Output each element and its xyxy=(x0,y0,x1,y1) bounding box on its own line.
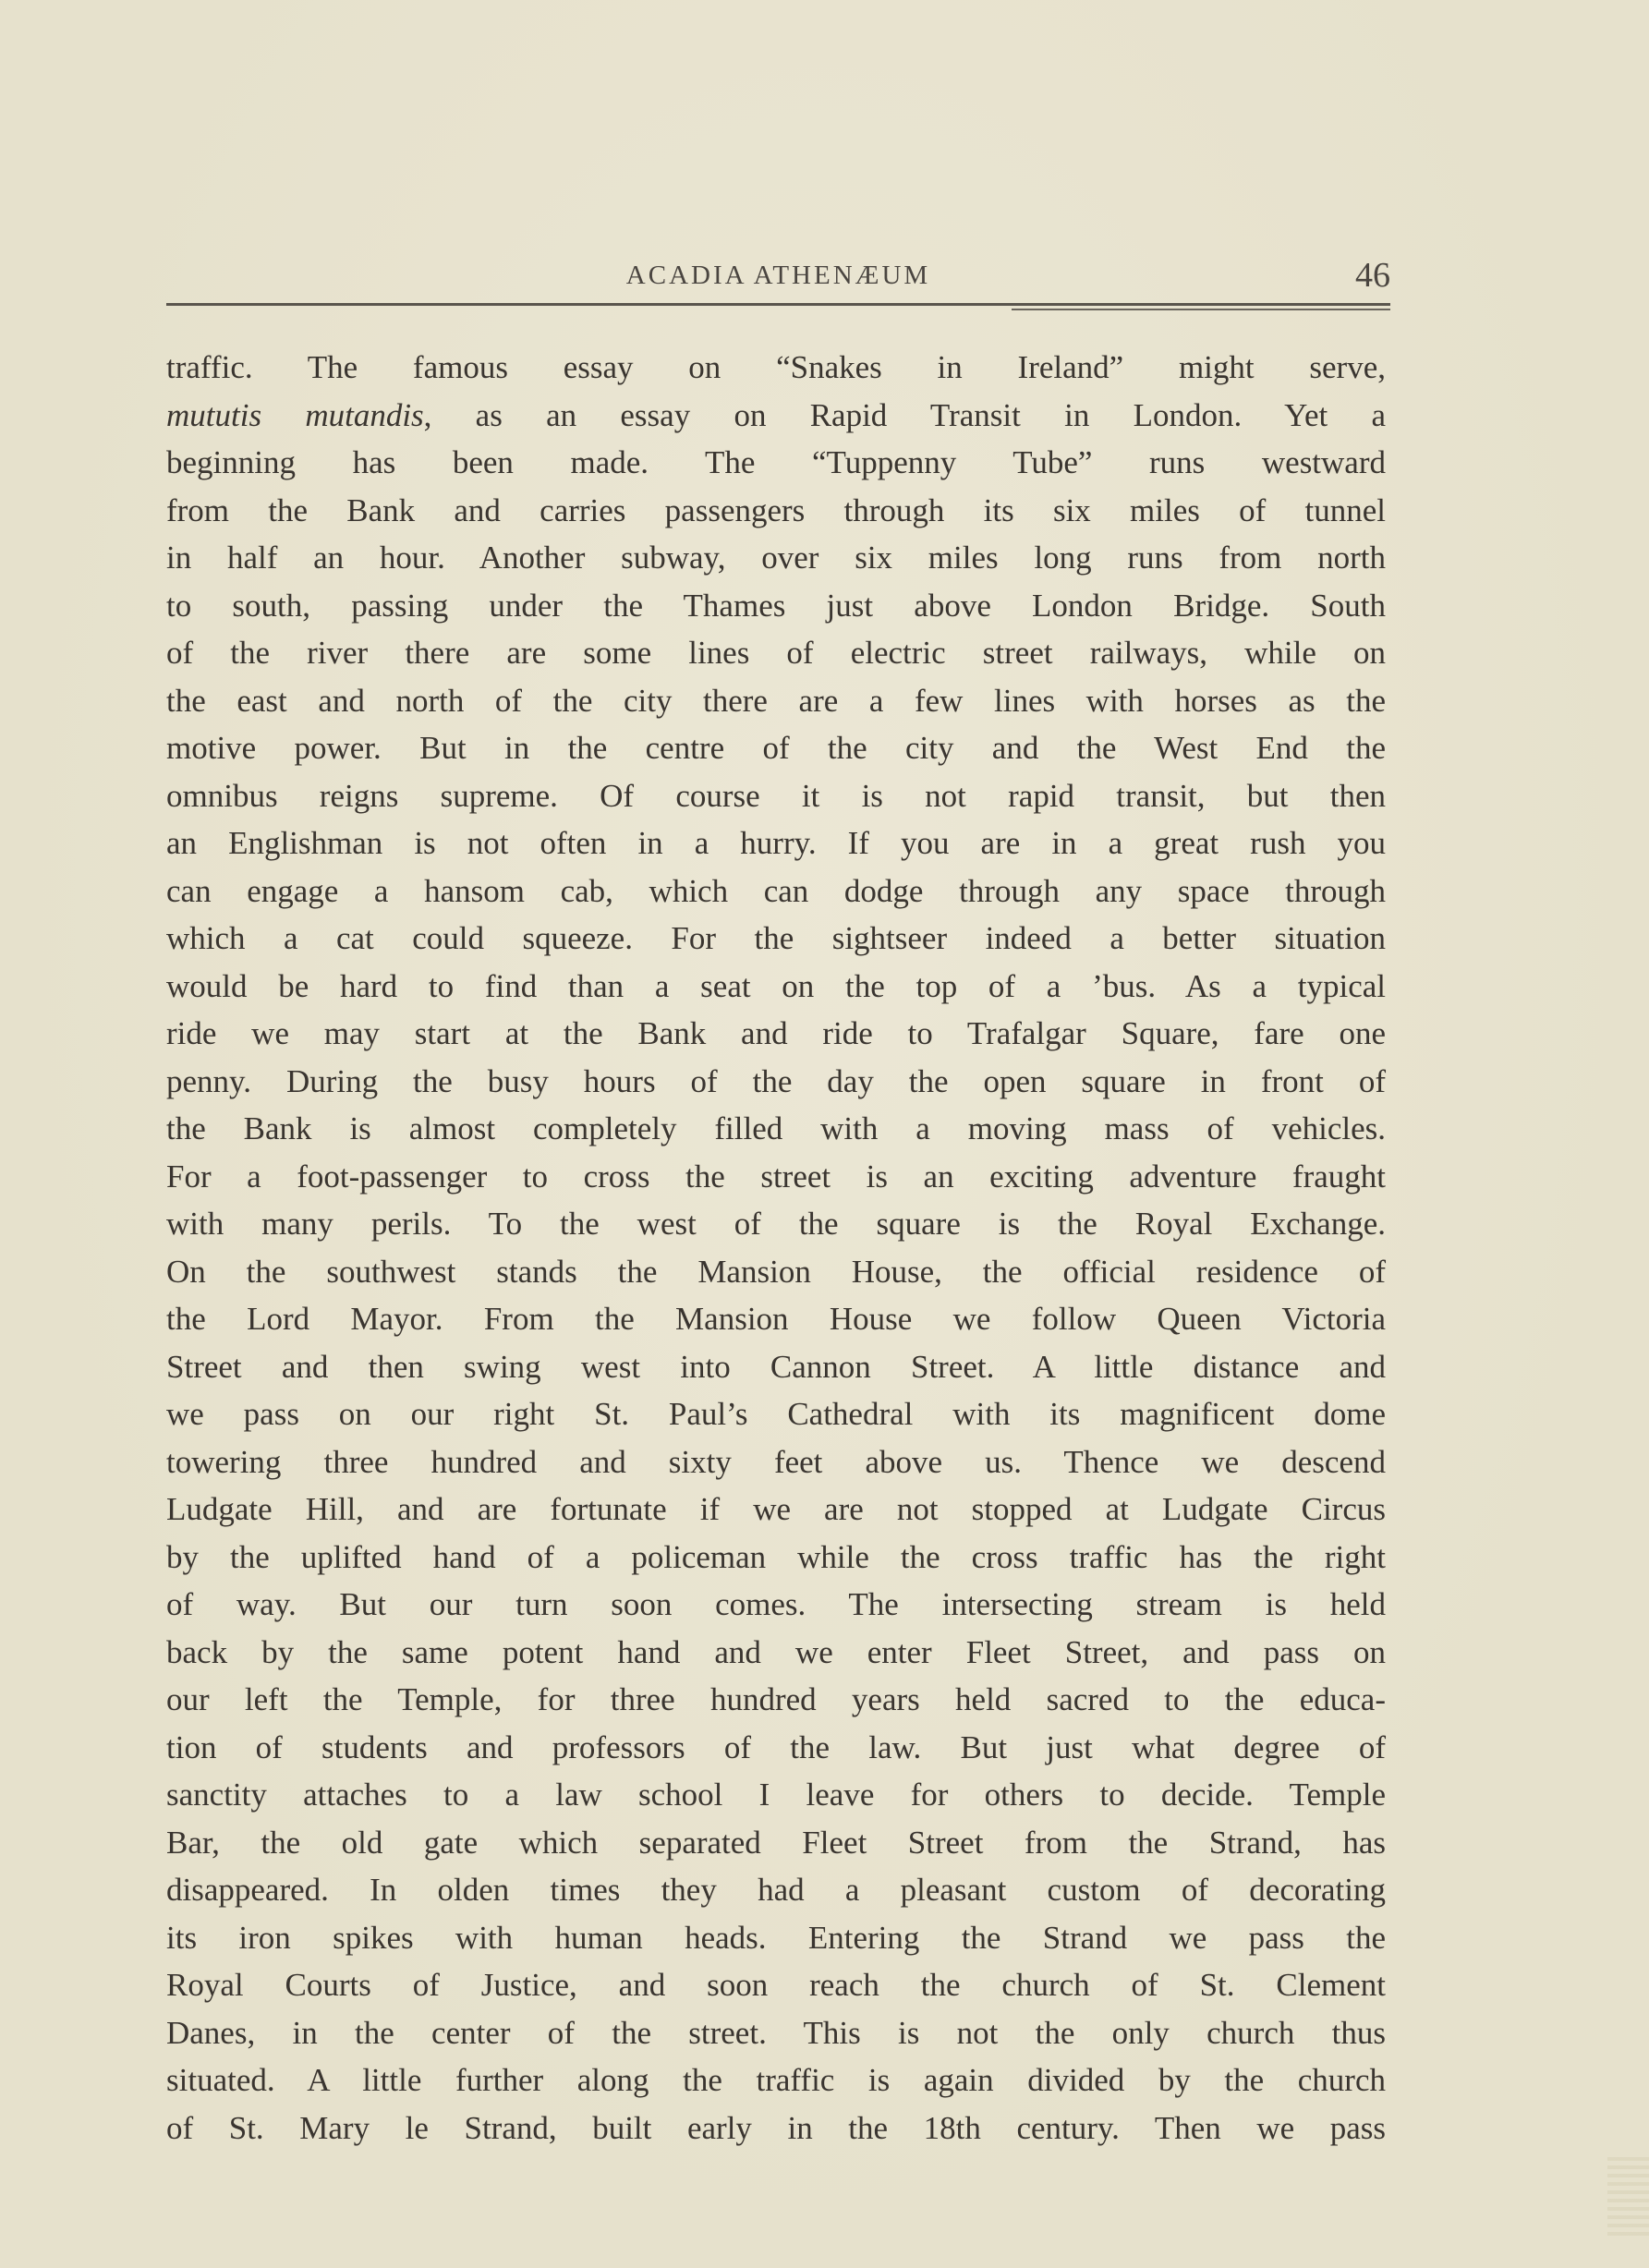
text-line: tion of students and professors of the law. But just what degree of xyxy=(166,1728,1386,1765)
text-line: from the Bank and carries passengers through its six miles of tunnel xyxy=(166,491,1386,528)
text-line: in half an hour. Another subway, over six miles long runs from north xyxy=(166,540,1386,576)
running-head xyxy=(166,255,1390,310)
text-line: omnibus reigns supreme. Of course it is not rapid transit, but then xyxy=(166,777,1386,814)
text-line: mututis mutandis, as an essay on Rapid Transit in London. Yet a xyxy=(166,396,1386,433)
text-line: disappeared. In olden times they had a pleasant custom of decorating xyxy=(166,1872,1386,1908)
text-line: Danes, in the center of the street. This is not the only church thus xyxy=(166,2014,1386,2051)
text-line: Royal Courts of Justice, and soon reach the church of St. Clement xyxy=(166,1967,1386,2003)
text-line: an Englishman is not often in a hurry. If you are in a great rush you xyxy=(166,825,1386,861)
text-line: of St. Mary le Strand, built early in the 18th century. Then we pass xyxy=(166,2109,1386,2146)
latin-phrase: mututis mutandis xyxy=(166,396,424,433)
text-line: Ludgate Hill, and are fortunate if we are not stopped at Ludgate Circus xyxy=(166,1491,1386,1527)
text-line: of the river there are some lines of electric street railways, while on xyxy=(166,635,1386,671)
text-line: with many perils. To the west of the square is the Royal Exchange. xyxy=(166,1206,1386,1242)
running-title: ACADIA ATHENÆUM xyxy=(625,261,931,290)
text-line: motive power. But in the centre of the city and the West End the xyxy=(166,730,1386,766)
text-line: penny. During the busy hours of the day the open square in front of xyxy=(166,1062,1386,1099)
text-line: to south, passing under the Thames just above London Bridge. South xyxy=(166,587,1386,624)
page-number: 46 xyxy=(1355,256,1390,295)
header-rule xyxy=(166,303,1390,306)
body-text xyxy=(166,344,1386,2152)
text-line: beginning has been made. The “Tuppenny Tube” runs westward xyxy=(166,444,1386,480)
text-line: would be hard to find than a seat on the top of a ’bus. As a typical xyxy=(166,967,1386,1004)
text-line: Bar, the old gate which separated Fleet Street from the Strand, has xyxy=(166,1824,1386,1861)
text-line: can engage a hansom cab, which can dodge through any space through xyxy=(166,872,1386,909)
text-line: ride we may start at the Bank and ride to Trafalgar Square, fare one xyxy=(166,1015,1386,1051)
header-rule-secondary xyxy=(1012,309,1390,310)
text-line: sanctity attaches to a law school I leave for others to decide. Temple xyxy=(166,1777,1386,1813)
text-line: we pass on our right St. Paul’s Cathedral with its magnificent dome xyxy=(166,1396,1386,1432)
text-line: which a cat could squeeze. For the sightseer indeed a better situation xyxy=(166,920,1386,956)
page-edge-mark xyxy=(1607,2157,1649,2240)
text-line: traffic. The famous essay on “Snakes in Ireland” might serve, xyxy=(166,349,1386,385)
text-line: towering three hundred and sixty feet above us. Thence we descend xyxy=(166,1443,1386,1480)
text-line: On the southwest stands the Mansion House, the official residence of xyxy=(166,1253,1386,1290)
text-line: by the uplifted hand of a policeman while the cross traffic has the right xyxy=(166,1538,1386,1575)
text-line: our left the Temple, for three hundred years held sacred to the educa- xyxy=(166,1681,1386,1717)
text-line: For a foot-passenger to cross the street is an exciting adventure fraught xyxy=(166,1158,1386,1195)
text-line: the Lord Mayor. From the Mansion House we follow Queen Victoria xyxy=(166,1301,1386,1337)
text-line: situated. A little further along the traffic is again divided by the church xyxy=(166,2062,1386,2098)
text-line: the Bank is almost completely filled with a moving mass of vehicles. xyxy=(166,1110,1386,1146)
text-line: of way. But our turn soon comes. The intersecting stream is held xyxy=(166,1586,1386,1622)
text-line: the east and north of the city there are a few lines with horses as the xyxy=(166,682,1386,719)
text-line: back by the same potent hand and we enter Fleet Street, and pass on xyxy=(166,1633,1386,1670)
text-line: its iron spikes with human heads. Entering the Strand we pass the xyxy=(166,1919,1386,1956)
text-line: Street and then swing west into Cannon Street. A little distance and xyxy=(166,1348,1386,1385)
